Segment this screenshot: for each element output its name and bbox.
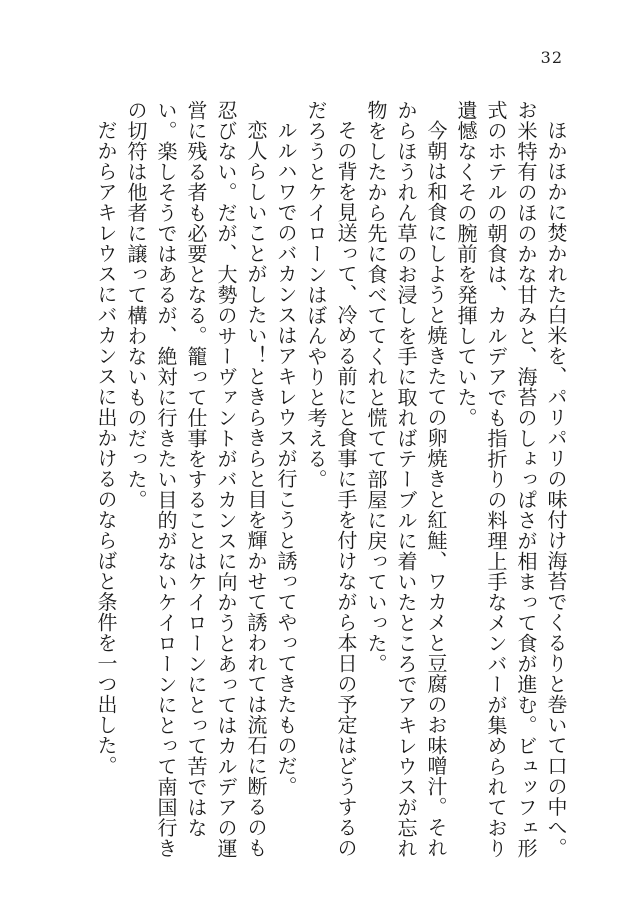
- paragraph: 今朝は和食にしようと焼きたての卵焼きと紅鮭、ワカメと豆腐のお味噌汁。それからほうれん草のお浸しを手に取ればテーブルに着いたところでアキレウスが忘れ物をしたから先に食べててくれと慌てて部屋に戻っていった。: [364, 100, 448, 859]
- paragraph: ルルハワでのバカンスはアキレウスが行こうと誘ってやってきたものだ。: [274, 120, 298, 797]
- vertical-body-text: [71, 100, 571, 860]
- paragraph: ほかほかに焚かれた白米を、パリパリの味付け海苔でくるりと巻いて口の中へ。お米特有のほのかな甘みと、海苔のしょっぱさが相まって食が進む。ビュッフェ形式のホテルの朝食は、カルデアでも指折りの料理上手なメンバーが集められており遺憾なくその腕前を発揮していた。: [454, 100, 568, 859]
- paragraph: 恋人らしいことがしたい！ときらきらと目を輝かせて誘われては流石に断るのも忍びない。だが、大勢のサーヴァントがバカンスに向かうとあってはカルデアの運営に残る者も必要となる。籠って仕事をすることはケイローンにとって苦ではない。楽しそうではあるが、絶対に行きたい目的がないケイローンにとって南国行きの切符は他者に譲って構わないものだった。: [124, 100, 268, 859]
- paragraph: だからアキレウスにバカンスに出かけるのならばと条件を一つ出した。: [94, 120, 118, 776]
- paragraph: その背を見送って、冷める前にと食事に手を付けながら本日の予定はどうするのだろうとケイローンはぼんやりと考える。: [304, 100, 358, 858]
- page-number: 32: [540, 48, 563, 67]
